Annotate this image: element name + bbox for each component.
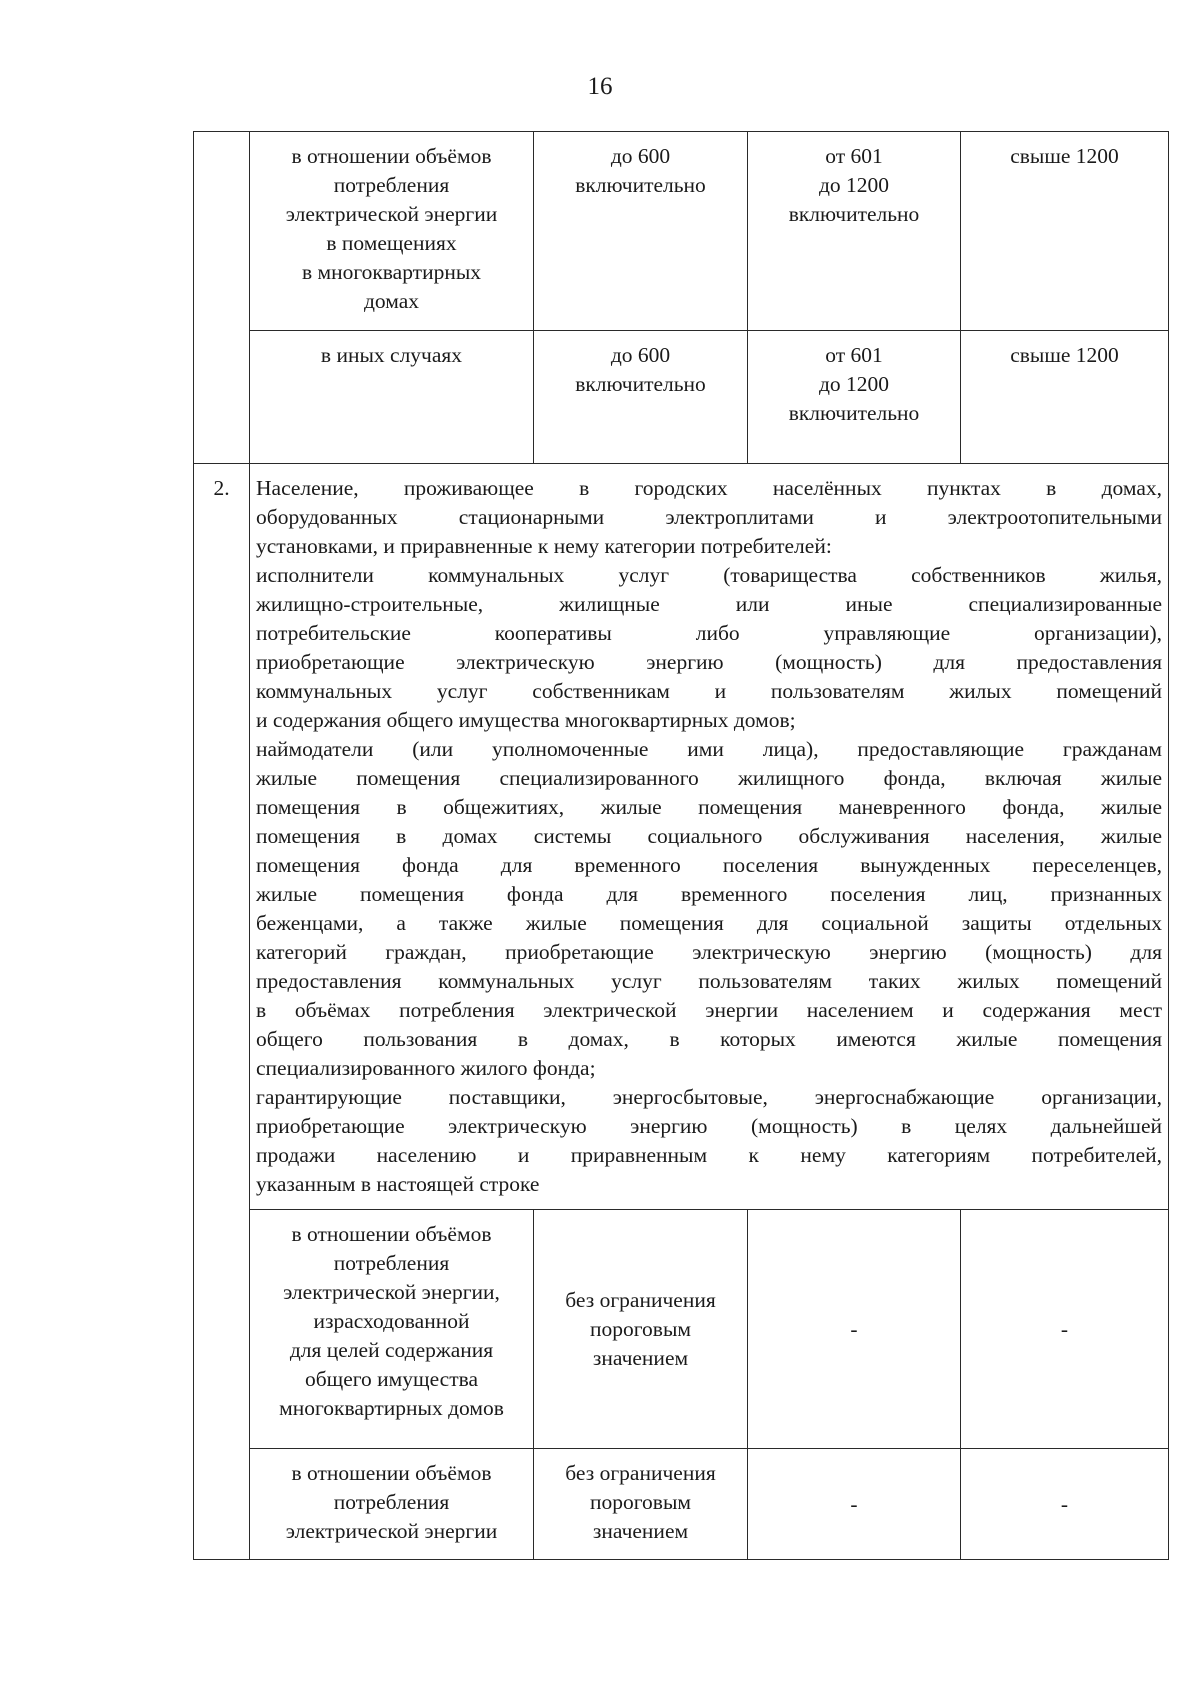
table-row [194, 132, 1169, 331]
table-row [194, 331, 1169, 464]
threshold-cell-b: - [748, 1210, 961, 1449]
text-line: продажи населению и приравненным к нему категориям потребителей, [256, 1143, 1162, 1167]
row-label-line: электрической энергии [285, 1519, 498, 1543]
text-line: наймодатели (или уполномоченные ими лица), предоставляющие гражданам [256, 737, 1162, 761]
threshold-cell-c [961, 132, 1169, 331]
cell-line: значением [592, 1345, 689, 1370]
section-description [250, 464, 1169, 1210]
text-line: в объёмах потребления электрической энергии населением и содержания мест [256, 998, 1162, 1022]
cell-line: до 600 [610, 144, 671, 168]
text-line: беженцами, а также жилые помещения для социальной защиты отдельных [256, 911, 1162, 935]
text-line: помещения фонда для временного поселения вынужденных переселенцев, [256, 853, 1162, 877]
text-line: жилые помещения фонда для временного поселения лиц, признанных [256, 882, 1162, 906]
cell-line: без ограничения [565, 1461, 716, 1485]
row-label-cell [250, 1210, 534, 1449]
cell-line: свыше 1200 [1010, 144, 1119, 168]
cell-line: без ограничения [565, 1287, 716, 1312]
threshold-cell-b [748, 331, 961, 464]
table-row [194, 1449, 1169, 1560]
threshold-cell-b [748, 132, 961, 331]
row-label-cell [250, 331, 534, 464]
cell-line: включительно [788, 401, 920, 425]
threshold-cell-a [534, 331, 748, 464]
row-label-line: потребления [333, 173, 450, 197]
row-label-cell [250, 132, 534, 331]
row-label-line: многоквартирных домов [279, 1396, 504, 1420]
threshold-cell-a [534, 1210, 748, 1449]
text-line: потребительские кооперативы либо управляющие организации), [256, 621, 1162, 645]
text-line: коммунальных услуг собственникам и пользователям жилых помещений [256, 679, 1162, 703]
text-line: помещения в общежитиях, жилые помещения маневренного фонда, жилые [256, 795, 1162, 819]
cell-line: значением [592, 1519, 689, 1543]
text-line: общего пользования в домах, в которых имеются жилые помещения [256, 1027, 1162, 1051]
threshold-cell-b: - [748, 1449, 961, 1560]
text-line: приобретающие электрическую энергию (мощность) в целях дальнейшей [256, 1114, 1162, 1138]
text-line: специализированного жилого фонда; [256, 1056, 596, 1080]
row-label-line: потребления [333, 1251, 450, 1275]
cell-line: от 601 [825, 343, 883, 367]
cell-line: включительно [575, 372, 706, 396]
row-label-line: в многоквартирных [301, 260, 482, 284]
row-label-line: в отношении объёмов [291, 1461, 492, 1485]
cell-line: свыше 1200 [1010, 343, 1119, 367]
text-line: указанным в настоящей строке [256, 1172, 540, 1196]
section-row [194, 464, 1169, 1210]
row-label-line: израсходованной [313, 1309, 470, 1333]
section-number: 2. [194, 464, 250, 1210]
text-line: приобретающие электрическую энергию (мощность) для предоставления [256, 650, 1162, 674]
cell-line: включительно [788, 202, 920, 226]
row-label-line: в иных случаях [320, 343, 463, 367]
row-label-line: в отношении объёмов [291, 1222, 492, 1246]
row-label-line: в отношении объёмов [291, 144, 492, 168]
cell-line: до 600 [610, 343, 671, 367]
threshold-cell-c: - [961, 1449, 1169, 1560]
text-line: помещения в домах системы социального обслуживания населения, жилые [256, 824, 1162, 848]
cell-line: до 1200 [818, 372, 890, 396]
row-label-line: электрической энергии [285, 202, 498, 226]
cell-line: пороговым [590, 1316, 691, 1341]
row-label-line: в помещениях [326, 231, 457, 255]
threshold-cell-c: - [961, 1210, 1169, 1449]
tariff-table [193, 131, 1169, 1560]
row-number-cell [194, 1210, 250, 1560]
text-line: Население, проживающее в городских населённых пунктах в домах, [256, 476, 1162, 500]
threshold-cell-a [534, 1449, 748, 1560]
text-line: категорий граждан, приобретающие электрическую энергию (мощность) для [256, 940, 1162, 964]
row-label-line: общего имущества [304, 1367, 479, 1391]
cell-line: включительно [575, 173, 706, 197]
text-line: жилые помещения специализированного жилищного фонда, включая жилые [256, 766, 1162, 790]
text-line: оборудованных стационарными электроплитами и электроотопительными [256, 505, 1162, 529]
text-line: установками, и приравненные к нему категории потребителей: [256, 534, 832, 558]
row-label-line: домах [363, 289, 420, 313]
page-number: 16 [587, 73, 613, 100]
row-label-line: для целей содержания [289, 1338, 494, 1362]
table-row [194, 1210, 1169, 1449]
text-line: предоставления коммунальных услуг пользователям таких жилых помещений [256, 969, 1162, 993]
text-line: исполнители коммунальных услуг (товарищества собственников жилья, [256, 563, 1162, 587]
text-line: и содержания общего имущества многоквартирных домов; [256, 708, 796, 732]
row-label-cell [250, 1449, 534, 1560]
cell-line: пороговым [590, 1490, 691, 1514]
cell-line: до 1200 [818, 173, 890, 197]
row-label-line: электрической энергии, [283, 1280, 500, 1304]
threshold-cell-c [961, 331, 1169, 464]
text-line: жилищно-строительные, жилищные или иные специализированные [256, 592, 1162, 616]
threshold-cell-a [534, 132, 748, 331]
row-label-line: потребления [333, 1490, 450, 1514]
cell-line: от 601 [825, 144, 883, 168]
row-number-cell [194, 132, 250, 464]
text-line: гарантирующие поставщики, энергосбытовые, энергоснабжающие организации, [256, 1085, 1162, 1109]
